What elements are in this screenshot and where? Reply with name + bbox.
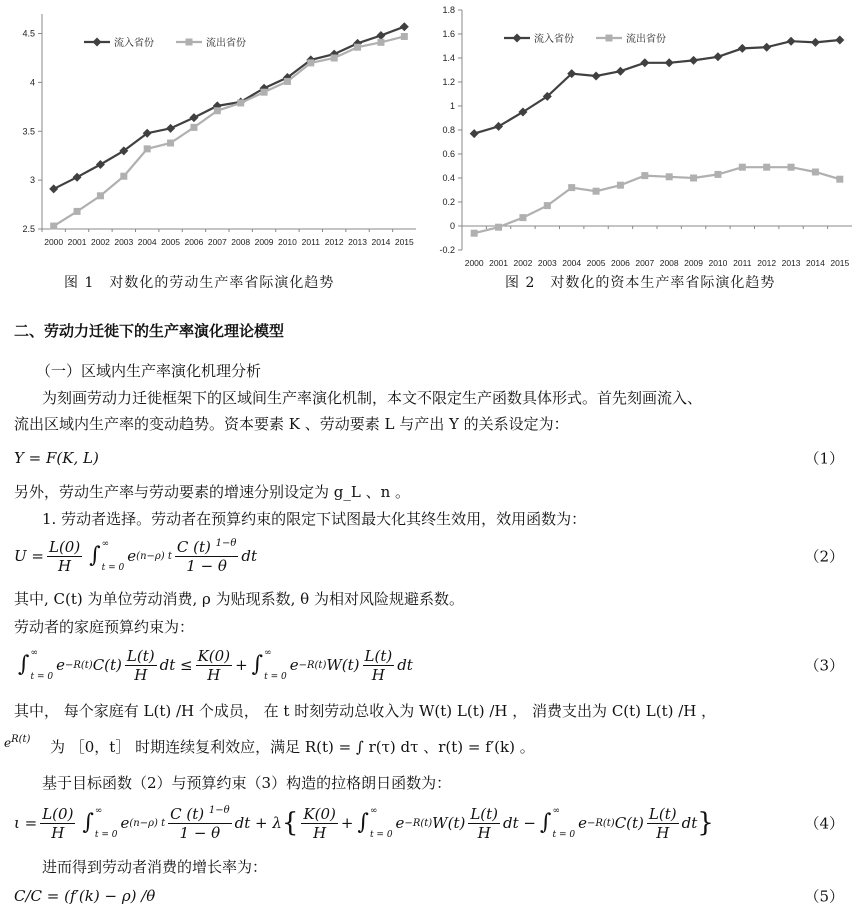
y-tick-label: 1.2 [442,77,455,87]
x-tick-label: 2011 [733,258,752,268]
data-point [50,223,57,230]
data-point [593,188,600,195]
x-tick-label: 2008 [231,237,251,247]
y-tick-label: 1 [449,101,455,111]
data-point [189,113,198,122]
x-tick-label: 2001 [67,237,87,247]
series-line [54,36,405,226]
data-point [354,44,361,51]
data-point [144,145,151,152]
paragraph-1b: 流出区域内生产率的变动趋势。资本要素 K 、劳动要素 L 与产出 Y 的关系设定为： [14,415,569,433]
data-point [96,160,105,169]
y-tick-label: 0.6 [442,149,455,159]
paragraph-7: 为 ［0，t］ 时期连续复利效应，满足 R(t) = ∫ r(τ) dτ 、r(t) = f′(k) 。 [50,738,535,756]
data-point [401,33,408,40]
data-point [470,129,479,138]
equation-4-formula: ι = L(0) H ∫ ∞ t = 0 e (n−ρ) t C (t) $^{1-\theta}$ 1 − θ dt + λ { K(0) H + ∫ ∞ t = 0 e −R(t) W(t) L(t) H dt − ∫ ∞ t = 0 e −R(t) C(t) L(t) H dt } [14,804,714,842]
y-tick-label: 3 [29,175,35,186]
y-tick-label: 0.4 [442,173,455,183]
legend-label: 流入省份 [114,38,154,49]
x-tick-label: 2009 [684,258,704,268]
equation-1 [14,440,844,476]
data-point [592,72,601,81]
y-tick-label: 0.8 [442,125,455,135]
data-point [331,54,338,61]
x-tick-label: 2000 [464,258,484,268]
figure2-caption: 图 2 对数化的资本生产率省际演化趋势 [505,275,776,291]
data-point [166,124,175,133]
data-point [666,173,673,180]
figure1-caption: 图 1 对数化的劳动生产率省际演化趋势 [64,275,335,291]
data-point [787,37,796,46]
data-point [641,172,648,179]
data-point [714,171,721,178]
y-tick-label: 0 [449,221,455,231]
data-point [738,44,747,53]
equation-2-formula: U = L(0) H ∫ ∞ t = 0 e (n−ρ) t C (t) $^{1-\theta}$ 1 − θ dt [14,537,258,575]
exp-r-symbol: $e^{R(t)}$ [4,734,31,750]
x-tick-label: 2015 [830,258,850,268]
data-point [665,58,674,67]
data-point [495,224,502,231]
y-tick-label: 1.8 [442,5,455,15]
x-tick-label: 2010 [708,258,728,268]
data-point [190,124,197,131]
x-tick-label: 2003 [114,237,134,247]
x-tick-label: 2008 [659,258,679,268]
data-point [568,184,575,191]
x-tick-label: 2006 [184,237,204,247]
paragraph-5: 劳动者的家庭预算约束为： [14,618,195,636]
y-tick-label: 4.5 [22,28,35,39]
data-point [49,184,58,193]
legend-label: 流入省份 [534,34,574,45]
data-point [97,192,104,199]
equation-3-formula: ∫ ∞ t = 0 e −R(t) C(t) L(t) H dt ≤ K(0) H + ∫ ∞ t = 0 e −R(t) W(t) L(t) H dt [18,646,413,684]
x-tick-label: 2001 [489,258,509,268]
data-point [471,230,478,237]
equation-2 [14,534,844,578]
data-point [690,175,697,182]
data-point [167,140,174,147]
data-point [307,59,314,66]
equation-4 [14,798,844,848]
data-point [640,58,649,67]
x-tick-label: 2012 [757,258,777,268]
y-tick-label: 3.5 [22,126,35,137]
equation-2-number: （2） [804,547,844,566]
equation-5-number: （5） [804,887,844,906]
x-tick-label: 2012 [324,237,344,247]
data-point [494,122,503,131]
legend-marker [93,38,102,47]
equation-4-number: （4） [804,814,844,833]
data-point [544,202,551,209]
legend-marker [513,34,522,43]
paragraph-9: 进而得到劳动者消费的增长率为： [42,858,268,876]
equation-5-formula: C/C = (f′(k) − ρ) /θ [14,887,156,905]
equation-1-number: （1） [804,449,844,468]
data-point [788,164,795,171]
data-point [400,22,409,31]
equation-1-formula: Y = F(K, L) [14,449,99,467]
paragraph-1a: 为刻画劳动力迁徙框架下的区域间生产率演化机制，本文不限定生产函数具体形式。首先刻画流入、 [42,389,703,407]
legend-label: 流出省份 [626,34,666,45]
y-tick-label: 4 [29,77,35,88]
x-tick-label: 2013 [348,237,368,247]
paragraph-4: 其中, C(t) 为单位劳动消费, ρ 为贴现系数, θ 为相对风险规避系数。 [14,590,464,608]
data-point [284,78,291,85]
x-tick-label: 2007 [635,258,655,268]
equation-5 [14,880,844,912]
equation-3-number: （3） [804,656,844,675]
legend-label: 流出省份 [206,38,246,49]
data-point [377,39,384,46]
data-point [376,31,385,40]
data-point [739,164,746,171]
paragraph-6: 其中， 每个家庭有 L(t) /H 个成员， 在 t 时刻劳动总收入为 W(t) L(t) /H ， 消费支出为 C(t) L(t) /H ， [14,702,717,720]
data-point [762,43,771,52]
paragraph-3: 1. 劳动者选择。劳动者在预算约束的限定下试图最大化其终生效用，效用函数为： [42,510,587,528]
x-tick-label: 2000 [44,237,64,247]
x-tick-label: 2015 [394,237,414,247]
data-point [763,164,770,171]
x-tick-label: 2004 [137,237,157,247]
data-point [120,173,127,180]
subsection-heading: （一）区域内生产率演化机理分析 [36,362,262,380]
series-line [474,40,840,134]
data-point [73,173,82,182]
x-tick-label: 2011 [301,237,320,247]
x-tick-label: 2002 [513,258,533,268]
x-tick-label: 2005 [586,258,606,268]
y-tick-label: 2.5 [22,224,35,234]
x-tick-label: 2009 [254,237,274,247]
y-tick-label: 1.6 [442,29,455,39]
x-tick-label: 2002 [90,237,110,247]
x-tick-label: 2005 [161,237,181,247]
data-point [261,89,268,96]
legend-marker [606,35,613,42]
data-point [74,208,81,215]
data-point [713,52,722,61]
data-point [237,99,244,106]
legend-marker [186,39,193,46]
y-tick-label: 0.2 [442,197,455,207]
x-tick-label: 2013 [781,258,801,268]
y-tick-label: 1.4 [442,53,455,63]
x-tick-label: 2004 [562,258,582,268]
data-point [214,107,221,114]
data-point [812,169,819,176]
chart-capital-productivity [434,0,862,268]
chart-labor-productivity [0,0,426,262]
x-tick-label: 2014 [371,237,391,247]
data-point [689,56,698,65]
data-point [617,182,624,189]
x-tick-label: 2007 [207,237,227,247]
equation-3 [14,643,844,687]
section-heading: 二、劳动力迁徙下的生产率演化理论模型 [14,322,285,340]
data-point [811,38,820,47]
data-point [836,176,843,183]
paragraph-2: 另外，劳动生产率与劳动要素的增速分别设定为 g_L 、n 。 [14,483,411,501]
x-tick-label: 2003 [537,258,557,268]
x-tick-label: 2010 [277,237,297,247]
data-point [616,67,625,76]
series-line [474,167,840,233]
x-tick-label: 2014 [805,258,825,268]
x-tick-label: 2006 [610,258,630,268]
data-point [519,214,526,221]
data-point [835,36,844,45]
paragraph-8: 基于目标函数（2）与预算约束（3）构造的拉格朗日函数为： [42,774,452,792]
y-tick-label: -0.2 [439,245,455,255]
